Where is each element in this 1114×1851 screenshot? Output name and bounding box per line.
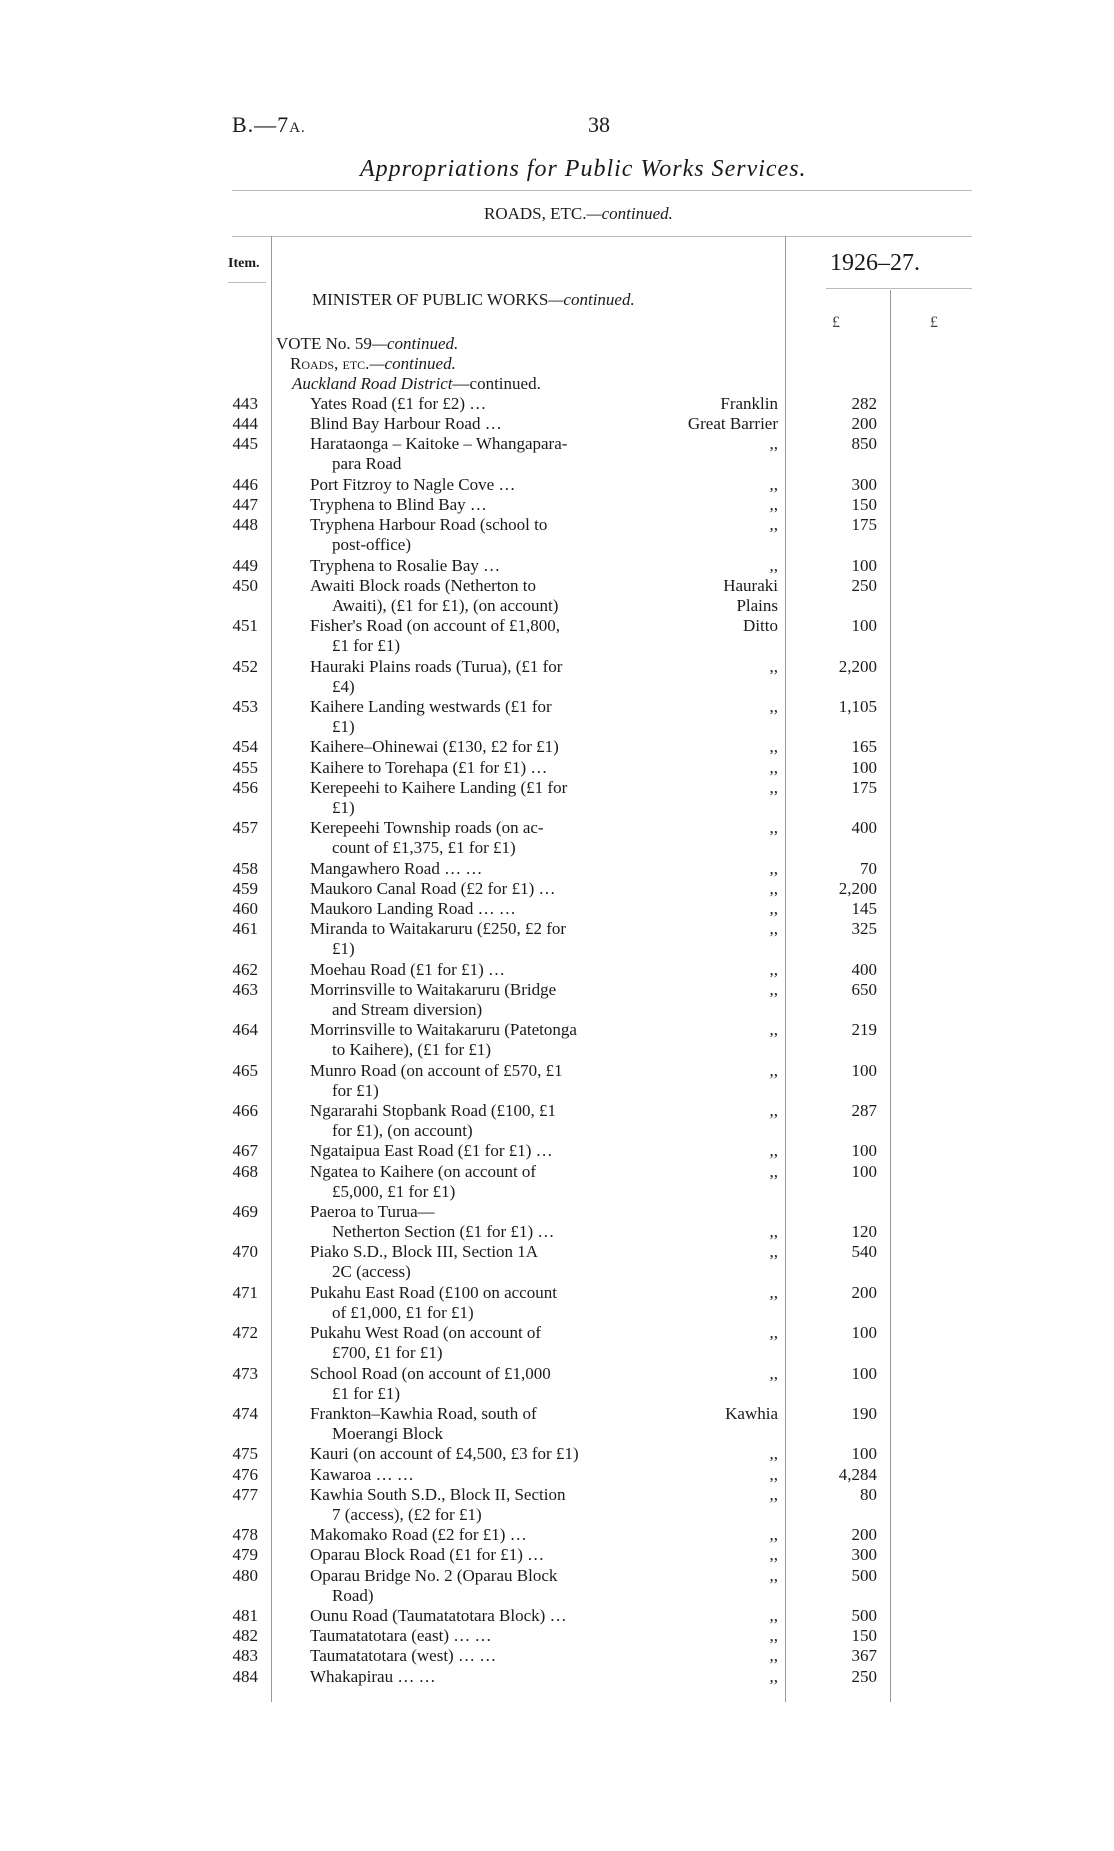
item-description [310, 919, 566, 959]
description-line: Tryphena Harbour Road (school to [310, 515, 548, 535]
item-district: ,, [769, 1646, 778, 1666]
description-line: School Road (on account of £1,000 [310, 1363, 551, 1383]
item-description [310, 1667, 436, 1687]
column-header-item: Item. [228, 256, 260, 271]
item-amount: 287 [851, 1101, 877, 1120]
item-district: ,, [769, 1282, 778, 1302]
item-description [310, 434, 567, 474]
item-description [310, 1020, 577, 1060]
description-line: Kaihere Landing westwards (£1 for [310, 697, 552, 716]
item-description [310, 1606, 567, 1626]
item-description [310, 394, 486, 414]
item-number: 448 [232, 515, 258, 535]
item-district: ,, [769, 878, 778, 898]
item-district: ,, [769, 757, 778, 777]
item-amount: 100 [851, 1444, 877, 1464]
item-district: ,, [769, 1565, 778, 1585]
item-amount: 325 [851, 919, 877, 939]
item-amount: 175 [851, 515, 877, 535]
item-description [310, 778, 567, 818]
item-amount: 100 [851, 1141, 877, 1161]
item-description [310, 960, 505, 980]
item-amount: 300 [851, 1545, 877, 1565]
description-line: Tryphena to Blind Bay … [310, 495, 487, 514]
item-description [310, 657, 562, 697]
item-number: 474 [232, 1404, 258, 1423]
description-line: Oparau Block Road (£1 for £1) … [310, 1545, 545, 1565]
description-line: Ngararahi Stopbank Road (£100, £1 [310, 1101, 556, 1120]
item-description [310, 414, 502, 434]
item-district: ,, [769, 434, 778, 454]
description-line: Ngatea to Kaihere (on account of [310, 1161, 537, 1181]
item-description [310, 1485, 565, 1525]
table-top-rule [232, 236, 972, 237]
description-line: Morrinsville to Waitakaruru (Bridge [310, 979, 557, 999]
item-description [310, 980, 556, 1020]
item-description [310, 515, 547, 555]
item-number: 444 [232, 414, 258, 434]
document-reference: B.—7A. [232, 112, 306, 137]
item-description [310, 1444, 579, 1464]
item-number: 459 [232, 878, 258, 898]
description-line: Fisher's Road (on account of £1,800, [310, 616, 560, 636]
item-district: ,, [769, 959, 778, 979]
item-district: ,, [769, 1464, 778, 1484]
description-continuation: to Kaihere), (£1 for £1) [332, 1040, 492, 1060]
description-line: Morrinsville to Waitakaruru (Patetonga [310, 1020, 577, 1040]
item-amount: 150 [851, 1626, 877, 1646]
district-heading: Auckland Road District—continued. [292, 374, 541, 393]
roads-heading: Roads, etc.—continued. [290, 354, 456, 373]
description-continuation: £1) [332, 797, 355, 817]
description-line: Netherton Section (£1 for £1) … [332, 1222, 555, 1242]
item-description [310, 495, 487, 515]
item-description [310, 1646, 496, 1666]
item-description [310, 818, 544, 858]
item-district: ,, [769, 515, 778, 535]
description-continuation: Moerangi Block [332, 1424, 443, 1443]
item-amount: 500 [851, 1565, 877, 1585]
description-line: Harataonga – Kaitoke – Whangapara- [310, 434, 568, 454]
description-continuation: 7 (access), (£2 for £1) [332, 1504, 482, 1524]
item-district: ,, [769, 1101, 778, 1120]
item-district: ,, [769, 1060, 778, 1080]
description-continuation: £1) [332, 939, 355, 959]
item-number: 483 [232, 1646, 258, 1666]
item-description [310, 1162, 536, 1202]
item-number: 454 [232, 737, 258, 757]
item-number: 466 [232, 1101, 258, 1120]
item-description [310, 475, 515, 495]
item-amount: 200 [851, 1525, 877, 1545]
description-line: Miranda to Waitakaruru (£250, £2 for [310, 919, 567, 939]
description-line: Maukoro Landing Road … … [310, 899, 516, 918]
item-number: 482 [232, 1626, 258, 1646]
item-district: ,, [769, 697, 778, 716]
item-description [310, 1061, 563, 1101]
description-continuation: 2C (access) [332, 1262, 411, 1282]
item-description [310, 1566, 557, 1606]
item-description [310, 616, 560, 656]
item-description [310, 1141, 553, 1161]
item-number: 449 [232, 555, 258, 575]
item-number: 479 [232, 1545, 258, 1565]
item-number: 481 [232, 1606, 258, 1625]
description-line: Piako S.D., Block III, Section 1A [310, 1242, 539, 1262]
item-description [310, 1283, 557, 1323]
item-number: 472 [232, 1323, 258, 1343]
description-line: Yates Road (£1 for £2) … [310, 394, 487, 413]
item-number: 471 [232, 1282, 258, 1302]
item-amount: 100 [851, 757, 877, 777]
item-amount: 400 [851, 818, 877, 838]
minister-heading: MINISTER OF PUBLIC WORKS—continued. [312, 290, 635, 309]
description-line: Makomako Road (£2 for £1) … [310, 1525, 527, 1545]
description-line: Ounu Road (Taumatatotara Block) … [310, 1606, 567, 1625]
item-district: ,, [769, 1363, 778, 1383]
item-district-continuation: Plains [736, 596, 778, 615]
item-amount: 100 [851, 1060, 877, 1080]
page-title: Appropriations for Public Works Services. [360, 156, 807, 182]
item-description [310, 1202, 435, 1222]
item-amount: 2,200 [838, 656, 877, 676]
column-header-year: 1926–27. [830, 250, 920, 276]
item-number: 451 [232, 616, 258, 636]
item-district: ,, [769, 1141, 778, 1161]
item-district: ,, [769, 555, 778, 575]
description-continuation: £1 for £1) [332, 636, 400, 656]
item-amount: 175 [851, 777, 877, 797]
item-number: 450 [232, 575, 258, 595]
item-description [310, 1465, 414, 1485]
description-line: Awaiti Block roads (Netherton to [310, 575, 536, 595]
item-amount: 300 [851, 474, 877, 494]
page-number: 38 [588, 112, 610, 137]
item-district: Ditto [743, 616, 778, 636]
item-number: 446 [232, 474, 258, 494]
item-number: 461 [232, 919, 258, 939]
description-line: Ngataipua East Road (£1 for £1) … [310, 1141, 553, 1161]
item-amount: 4,284 [838, 1464, 877, 1484]
item-amount: 100 [851, 616, 877, 636]
item-number: 463 [232, 979, 258, 999]
item-amount: 200 [851, 1282, 877, 1302]
description-continuation: Awaiti), (£1 for £1), (on account) [332, 595, 559, 615]
item-district: Great Barrier [687, 414, 778, 434]
title-rule [232, 190, 972, 191]
description-line: Moehau Road (£1 for £1) … [310, 959, 505, 979]
description-line: Hauraki Plains roads (Turua), (£1 for [310, 656, 563, 676]
item-amount: 850 [851, 434, 877, 454]
item-number: 452 [232, 656, 258, 676]
item-description [310, 758, 547, 778]
item-amount: 219 [851, 1020, 877, 1040]
description-line: Taumatatotara (east) … … [310, 1626, 492, 1646]
item-amount: 500 [851, 1606, 877, 1625]
vote-heading: VOTE No. 59—continued. [276, 334, 459, 353]
description-line: Tryphena to Rosalie Bay … [310, 555, 501, 575]
item-amount: 2,200 [838, 878, 877, 898]
item-number: 473 [232, 1363, 258, 1383]
description-line: Pukahu East Road (£100 on account [310, 1282, 557, 1302]
description-line: Kerepeehi to Kaihere Landing (£1 for [310, 777, 568, 797]
description-continuation: £1 for £1) [332, 1383, 400, 1403]
amount-column-divider [890, 290, 891, 1702]
item-description [310, 1545, 544, 1565]
item-number: 462 [232, 959, 258, 979]
item-district: ,, [769, 858, 778, 878]
description-continuation: count of £1,375, £1 for £1) [332, 838, 516, 858]
item-district: ,, [769, 495, 778, 514]
description-line: Port Fitzroy to Nagle Cove … [310, 474, 516, 494]
item-amount: 100 [851, 1363, 877, 1383]
item-district: ,, [769, 818, 778, 838]
item-number: 458 [232, 858, 258, 878]
item-district: ,, [769, 777, 778, 797]
item-number: 480 [232, 1565, 258, 1585]
item-district: ,, [769, 899, 778, 918]
item-district: ,, [769, 1484, 778, 1504]
description-line: Kawhia South S.D., Block II, Section [310, 1484, 566, 1504]
description-continuation: para Road [332, 454, 402, 474]
item-district: ,, [769, 1020, 778, 1040]
description-line: Kauri (on account of £4,500, £3 for £1) [310, 1444, 579, 1464]
item-description [310, 576, 558, 616]
description-line: Frankton–Kawhia Road, south of [310, 1404, 537, 1423]
item-description [310, 1626, 491, 1646]
item-district: ,, [769, 656, 778, 676]
item-description [310, 859, 482, 879]
item-amount: 282 [851, 394, 877, 413]
item-amount: 190 [851, 1404, 877, 1423]
item-description [310, 697, 552, 737]
item-number: 457 [232, 818, 258, 838]
item-number: 468 [232, 1161, 258, 1181]
item-district: Kawhia [725, 1404, 778, 1423]
item-number: 465 [232, 1060, 258, 1080]
item-amount: 367 [851, 1646, 877, 1666]
item-column-divider [271, 236, 272, 1702]
item-description [310, 899, 516, 919]
description-continuation: Road) [332, 1585, 374, 1605]
item-number: 460 [232, 899, 258, 918]
item-amount: 250 [851, 575, 877, 595]
item-district: ,, [769, 1161, 778, 1181]
item-description [310, 1404, 537, 1444]
item-district: ,, [769, 1606, 778, 1625]
description-line: Pukahu West Road (on account of [310, 1323, 542, 1343]
item-number: 475 [232, 1444, 258, 1464]
item-amount: 100 [851, 555, 877, 575]
description-continuation: post-office) [332, 535, 411, 555]
item-number: 455 [232, 757, 258, 777]
item-district: ,, [769, 979, 778, 999]
description-continuation: £4) [332, 676, 355, 696]
item-number: 456 [232, 777, 258, 797]
item-number: 467 [232, 1141, 258, 1161]
item-description [310, 1525, 527, 1545]
currency-symbol: £ [832, 314, 840, 331]
item-description [310, 1364, 551, 1404]
item-amount: 150 [851, 495, 877, 514]
item-district: Hauraki [723, 575, 778, 595]
item-number: 447 [232, 495, 258, 514]
description-continuation: £700, £1 for £1) [332, 1343, 443, 1363]
description-continuation: £5,000, £1 for £1) [332, 1181, 456, 1201]
item-district: ,, [769, 1444, 778, 1464]
description-line: Kawaroa … … [310, 1464, 414, 1484]
item-amount: 100 [851, 1323, 877, 1343]
item-district: ,, [769, 1242, 778, 1262]
description-line: Kerepeehi Township roads (on ac- [310, 818, 544, 838]
item-number: 469 [232, 1202, 258, 1221]
item-amount: 1,105 [838, 697, 877, 716]
description-line: Taumatatotara (west) … … [310, 1646, 497, 1666]
item-amount: 165 [851, 737, 877, 757]
item-district: ,, [769, 1323, 778, 1343]
item-number: 476 [232, 1464, 258, 1484]
item-number: 464 [232, 1020, 258, 1040]
item-amount: 100 [851, 1161, 877, 1181]
item-district: ,, [769, 1525, 778, 1545]
item-amount: 400 [851, 959, 877, 979]
item-district: ,, [769, 737, 778, 757]
item-amount: 145 [851, 899, 877, 918]
description-continuation: and Stream diversion) [332, 999, 483, 1019]
description-line: Maukoro Canal Road (£2 for £1) … [310, 878, 556, 898]
item-amount: 70 [860, 858, 877, 878]
description-continuation: for £1) [332, 1080, 379, 1100]
description-line: Kaihere–Ohinewai (£130, £2 for £1) [310, 737, 559, 757]
description-line: Oparau Bridge No. 2 (Oparau Block [310, 1565, 558, 1585]
item-description [332, 1222, 554, 1242]
item-description [310, 879, 556, 899]
description-continuation: for £1), (on account) [332, 1121, 473, 1140]
description-line: Mangawhero Road … … [310, 858, 483, 878]
item-district: ,, [769, 1626, 778, 1646]
item-description [310, 556, 500, 576]
item-number: 484 [232, 1666, 258, 1686]
description-line: Paeroa to Turua— [310, 1202, 435, 1221]
description-continuation: £1) [332, 717, 355, 736]
item-amount: 650 [851, 979, 877, 999]
item-description [310, 1101, 556, 1141]
description-line: Munro Road (on account of £570, £1 [310, 1060, 563, 1080]
item-number: 470 [232, 1242, 258, 1262]
item-district: ,, [769, 1545, 778, 1565]
item-description [310, 1242, 538, 1282]
item-amount: 120 [851, 1222, 877, 1242]
section-subtitle: ROADS, ETC.—continued. [484, 204, 673, 223]
item-district: ,, [769, 1222, 778, 1242]
item-number: 477 [232, 1484, 258, 1504]
item-amount: 80 [860, 1484, 877, 1504]
item-number: 478 [232, 1525, 258, 1545]
item-amount: 200 [851, 414, 877, 434]
item-number: 445 [232, 434, 258, 454]
year-header-rule [826, 288, 972, 289]
item-amount: 540 [851, 1242, 877, 1262]
item-number: 453 [232, 697, 258, 716]
item-description [310, 737, 559, 757]
item-district: ,, [769, 1666, 778, 1686]
item-district: ,, [769, 474, 778, 494]
description-line: Kaihere to Torehapa (£1 for £1) … [310, 757, 548, 777]
item-district: Franklin [720, 394, 778, 413]
description-line: Blind Bay Harbour Road … [310, 414, 502, 434]
item-district: ,, [769, 919, 778, 939]
currency-symbol: £ [930, 314, 938, 331]
description-line: Whakapirau … … [310, 1666, 436, 1686]
description-continuation: of £1,000, £1 for £1) [332, 1302, 474, 1322]
item-header-rule [228, 282, 266, 283]
item-amount: 250 [851, 1666, 877, 1686]
district-column-divider [785, 236, 786, 1702]
item-number: 443 [232, 394, 258, 413]
item-description [310, 1323, 541, 1363]
